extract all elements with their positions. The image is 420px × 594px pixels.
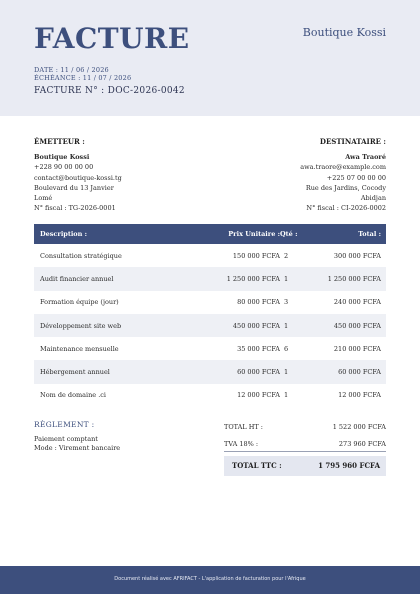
table-row <box>34 314 386 337</box>
header-quantity: Qté : <box>280 230 298 238</box>
payment-mode: Mode : Virement bancaire <box>34 444 121 452</box>
row-unit-price: 80 000 FCFA <box>237 298 280 307</box>
row-description: Hébergement annuel <box>40 368 110 377</box>
total-ttc-box <box>224 456 386 476</box>
issuer-phone: +228 90 00 00 00 <box>34 163 94 172</box>
table-header <box>34 224 386 244</box>
header-unit-price: Prix Unitaire : <box>228 230 280 238</box>
row-total: 210 000 FCFA <box>333 344 381 353</box>
invoice-title: FACTURE <box>34 22 190 55</box>
row-description: Formation équipe (jour) <box>40 298 119 307</box>
recipient-tax-id: N° fiscal : CI-2026-0002 <box>306 204 386 213</box>
footer-text: Document réalisé avec AFRIFACT - L'application de facturation pour l'Afrique <box>114 576 306 582</box>
line-items-table <box>34 224 386 407</box>
issuer-street: Boulevard du 13 Janvier <box>34 183 114 192</box>
row-unit-price: 60 000 FCFA <box>237 368 280 377</box>
recipient-city: Abidjan <box>360 194 386 203</box>
vat-label: TVA 18% : <box>224 440 259 448</box>
row-unit-price: 150 000 FCFA <box>232 251 280 260</box>
row-unit-price: 450 000 FCFA <box>232 321 280 330</box>
row-total: 240 000 FCFA <box>333 298 381 307</box>
invoice-due-date: ÉCHÉANCE : 11 / 07 / 2026 <box>34 74 132 82</box>
invoice-header <box>0 0 420 116</box>
row-unit-price: 35 000 FCFA <box>237 344 280 353</box>
issuer-heading: ÉMETTEUR : <box>34 137 85 146</box>
issuer-email: contact@boutique-kossi.tg <box>34 173 122 182</box>
payment-terms: Paiement comptant <box>34 435 98 443</box>
payment-heading: RÈGLEMENT : <box>34 420 95 429</box>
row-description: Nom de domaine .ci <box>40 391 106 400</box>
recipient-street: Rue des Jardins, Cocody <box>305 183 386 192</box>
table-row <box>34 337 386 360</box>
row-description: Maintenance mensuelle <box>40 344 119 353</box>
issuer-city: Lomé <box>34 194 53 203</box>
recipient-name: Awa Traoré <box>345 153 386 162</box>
table-row <box>34 360 386 383</box>
issuer-tax-id: N° fiscal : TG-2026-0001 <box>34 204 116 213</box>
header-description: Description : <box>40 230 88 238</box>
footer-bar <box>0 566 420 594</box>
recipient-block <box>300 137 386 213</box>
subtotal-label: TOTAL HT : <box>224 423 263 431</box>
row-unit-price: 12 000 FCFA <box>237 391 280 400</box>
table-row <box>34 267 386 290</box>
row-quantity: 1 <box>284 321 289 330</box>
invoice-date: DATE : 11 / 06 / 2026 <box>34 66 109 74</box>
header-total: Total : <box>358 230 381 238</box>
summary-divider <box>224 451 386 452</box>
row-quantity: 1 <box>284 368 289 377</box>
row-total: 300 000 FCFA <box>333 251 381 260</box>
subtotal-value: 1 522 000 FCFA <box>332 423 386 431</box>
total-ttc-value: 1 795 960 FCFA <box>318 461 380 470</box>
row-quantity: 3 <box>284 298 289 307</box>
issuer-name: Boutique Kossi <box>34 153 90 162</box>
row-description: Développement site web <box>40 321 122 330</box>
table-row <box>34 384 386 407</box>
row-quantity: 1 <box>284 391 289 400</box>
table-row <box>34 291 386 314</box>
row-unit-price: 1 250 000 FCFA <box>226 274 280 283</box>
vat-value: 273 960 FCFA <box>338 440 386 448</box>
row-quantity: 1 <box>284 274 289 283</box>
row-quantity: 2 <box>284 251 289 260</box>
recipient-phone: +225 07 00 00 00 <box>326 173 386 182</box>
row-description: Audit financier annuel <box>40 274 114 283</box>
row-quantity: 6 <box>284 344 289 353</box>
row-total: 60 000 FCFA <box>338 368 381 377</box>
recipient-email: awa.traore@example.com <box>300 163 386 172</box>
row-total: 450 000 FCFA <box>333 321 381 330</box>
total-ttc-label: TOTAL TTC : <box>232 461 282 470</box>
invoice-number: FACTURE N° : DOC-2026-0042 <box>34 86 185 96</box>
row-description: Consultation stratégique <box>40 251 122 260</box>
row-total: 12 000 FCFA <box>338 391 381 400</box>
table-row <box>34 244 386 267</box>
row-total: 1 250 000 FCFA <box>327 274 381 283</box>
shop-name: Boutique Kossi <box>302 26 386 39</box>
issuer-block <box>34 137 122 213</box>
recipient-heading: DESTINATAIRE : <box>319 137 386 146</box>
